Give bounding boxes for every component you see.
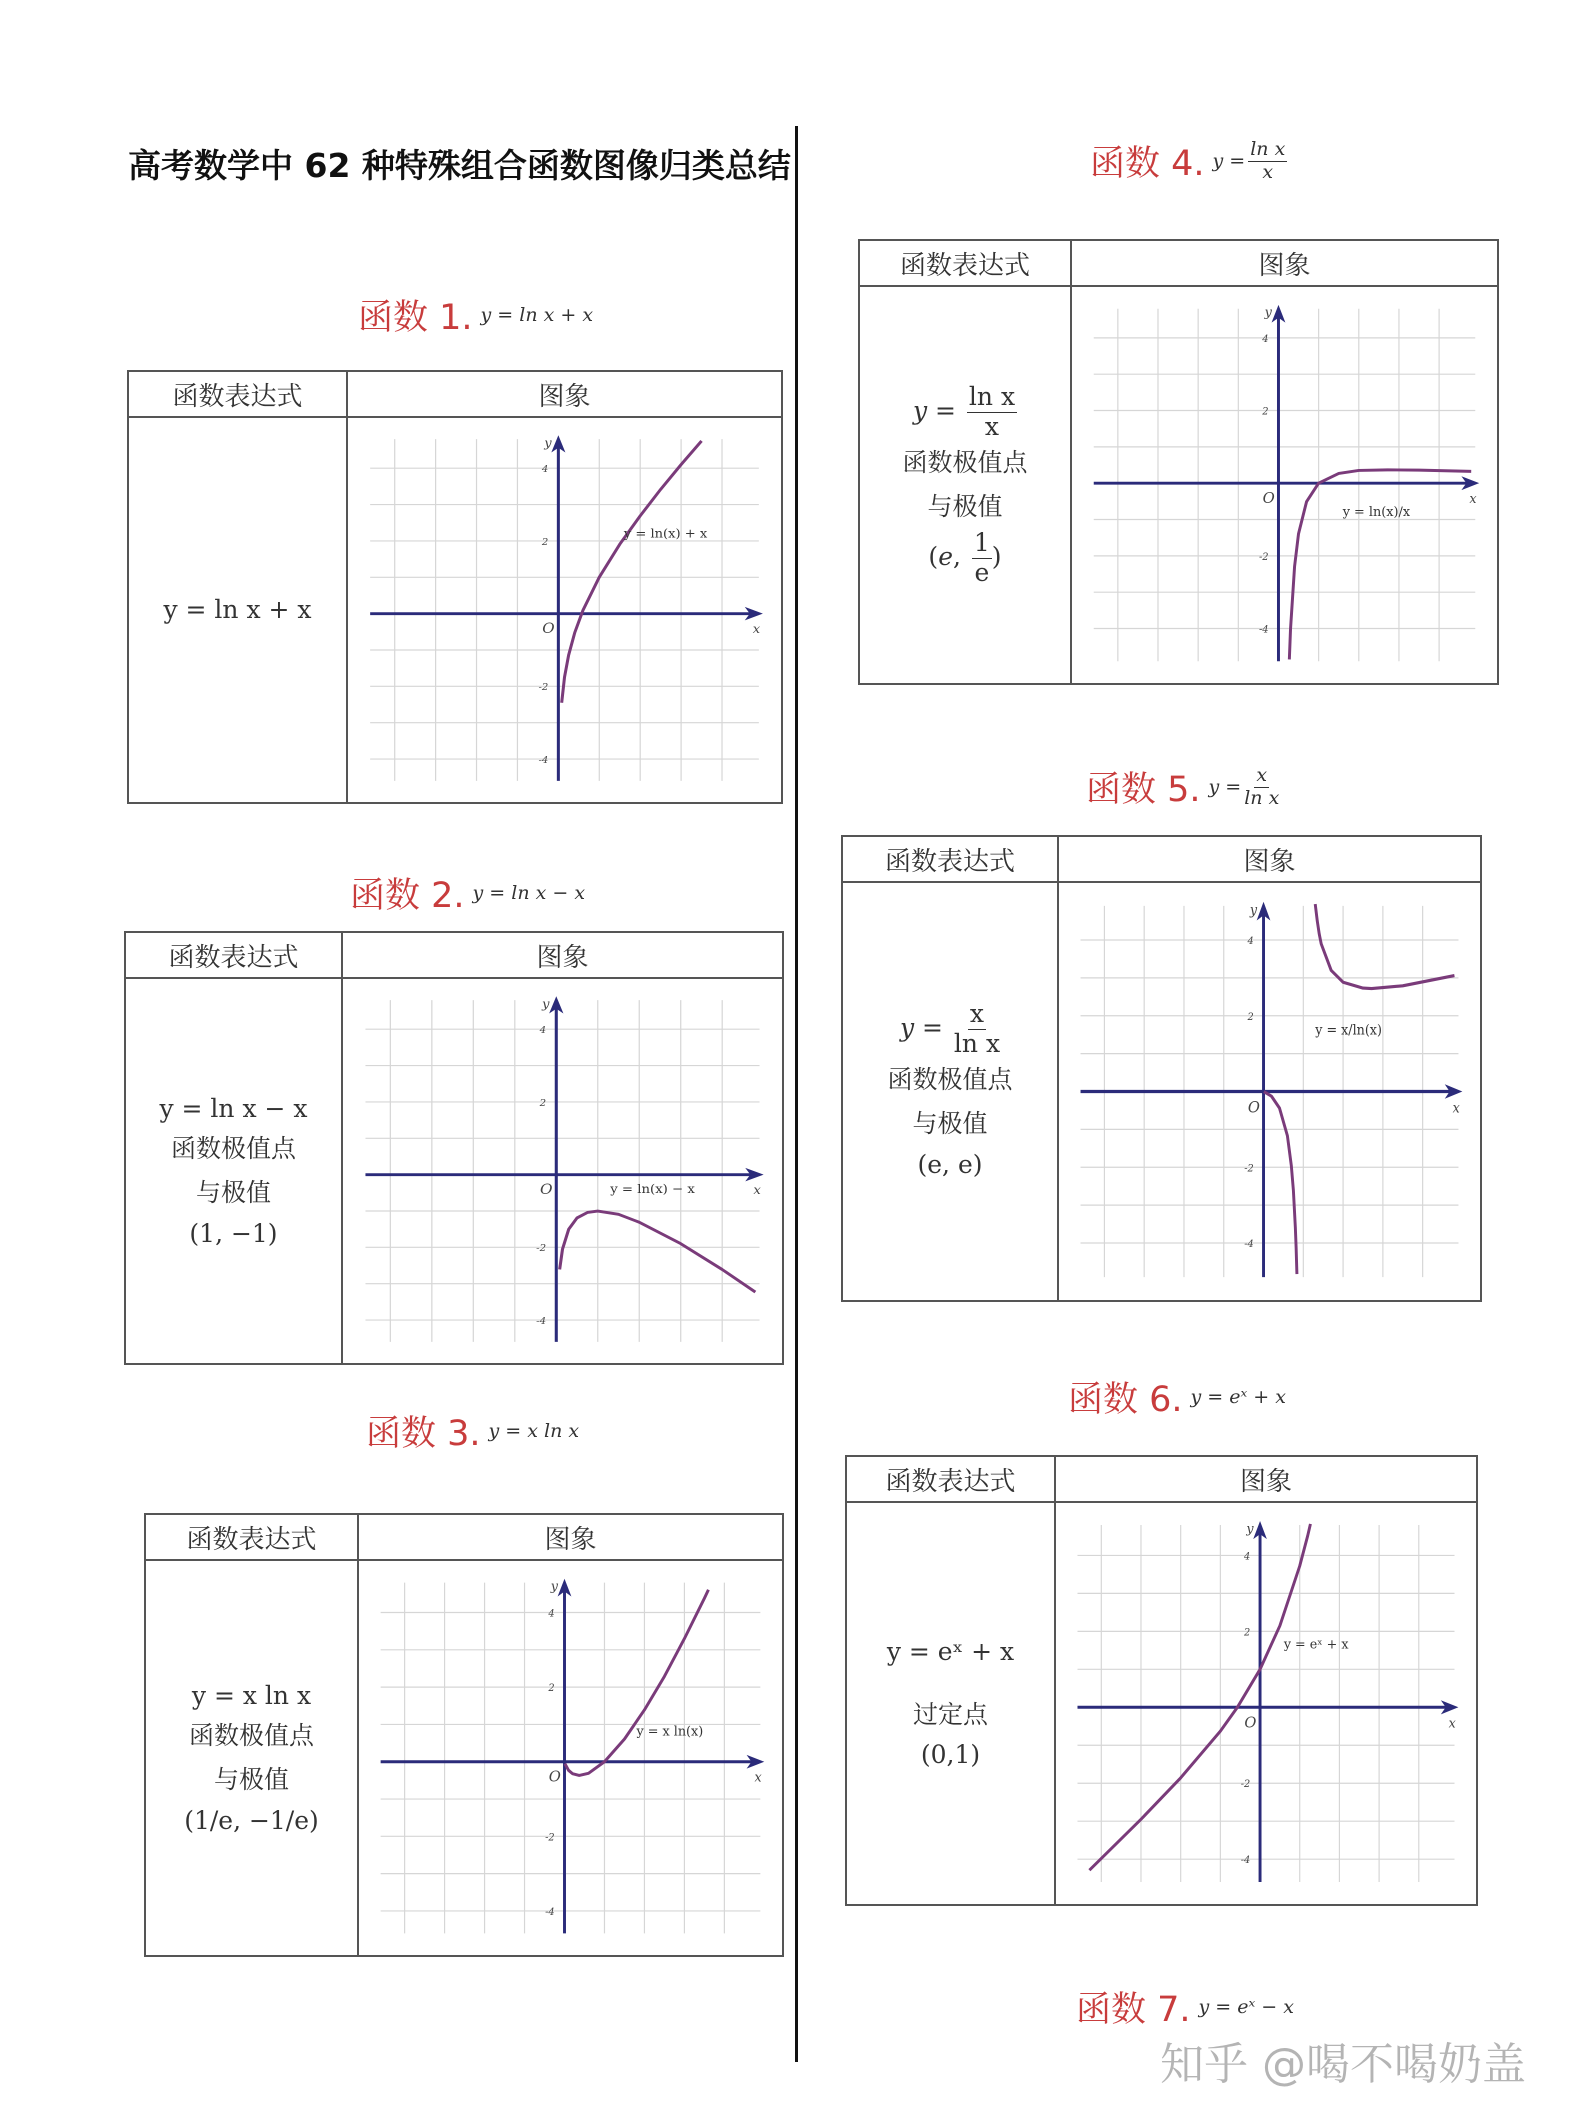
- svg-text:-2: -2: [545, 1832, 555, 1844]
- header-expression: 函数表达式: [128, 371, 347, 417]
- svg-text:2: 2: [541, 536, 549, 548]
- svg-text:y: y: [1264, 305, 1272, 321]
- svg-text:O: O: [548, 1768, 561, 1786]
- svg-text:x: x: [754, 1770, 762, 1786]
- function-4-formula: y = $\frac{\text{ln x}}{x}$: [1212, 137, 1286, 183]
- function-3-table: [144, 1513, 784, 1957]
- header-expression: 函数表达式: [125, 932, 342, 978]
- axes: [365, 996, 763, 1342]
- svg-text:2: 2: [1244, 1627, 1251, 1639]
- expression-denominator: x: [984, 411, 1000, 441]
- function-7-title: [1076, 1982, 1294, 2032]
- expression-cell: [846, 1502, 1055, 1905]
- extremum-point-den: e: [974, 557, 990, 587]
- function-7-formula: y = eˣ − x: [1198, 1996, 1294, 2018]
- curve-label: y = x ln(x): [636, 1724, 704, 1740]
- svg-text:O: O: [1247, 1097, 1260, 1117]
- fixed-point: (0,1): [920, 1740, 981, 1770]
- function-curve: [560, 1211, 756, 1292]
- expression-formula: y = $\frac{x}{\text{ln x}}$: [899, 998, 1001, 1058]
- expression-formula: y = ln x + x: [163, 595, 312, 625]
- graph-cell: [342, 978, 783, 1364]
- extremum-point-x: e: [938, 541, 953, 571]
- svg-text:4: 4: [541, 464, 549, 475]
- grid: [1077, 1525, 1454, 1882]
- svg-text:-4: -4: [545, 1906, 555, 1918]
- header-graph: 图象: [1058, 836, 1481, 882]
- expression-cell: [125, 978, 342, 1364]
- svg-text:x: x: [1469, 491, 1477, 507]
- function-1-table: [127, 370, 783, 804]
- function-4-label: 函数 4.: [1090, 144, 1205, 184]
- svg-text:y: y: [1246, 1521, 1254, 1538]
- svg-text:-4: -4: [1244, 1238, 1254, 1251]
- svg-text:2: 2: [539, 1098, 547, 1109]
- function-6-graph: [1056, 1503, 1476, 1904]
- expression-cell: [842, 882, 1058, 1301]
- expression-formula: y = x ln x: [191, 1680, 312, 1710]
- function-6-label: 函数 6.: [1068, 1380, 1183, 1420]
- svg-text:x: x: [1452, 1101, 1460, 1117]
- extremum-label: 函数极值点: [188, 1721, 314, 1751]
- axes: [1081, 902, 1463, 1277]
- extremum-label: 函数极值点: [170, 1134, 296, 1164]
- svg-text:2: 2: [548, 1683, 555, 1695]
- expression-formula: y = $\frac{\text{ln x}}{x}$: [912, 381, 1016, 441]
- svg-text:4: 4: [1244, 1551, 1251, 1563]
- grid: [365, 1000, 759, 1342]
- extremum-point: (1, −1): [189, 1218, 278, 1248]
- function-3-title: [366, 1406, 579, 1456]
- svg-text:O: O: [542, 620, 555, 637]
- extremum-point: (e, e): [917, 1149, 983, 1179]
- page-title: 高考数学中 62 种特殊组合函数图像归类总结: [128, 146, 791, 185]
- svg-text:O: O: [1262, 489, 1275, 507]
- function-5-label: 函数 5.: [1086, 770, 1201, 810]
- function-4-graph: [1072, 287, 1497, 683]
- curve-label: y = ln(x) − x: [610, 1182, 695, 1197]
- expression-cell: [145, 1560, 358, 1956]
- curve-label: y = eˣ + x: [1283, 1637, 1349, 1653]
- extremum-point: (1/e, −1/e): [184, 1805, 319, 1835]
- svg-text:-2: -2: [536, 1243, 547, 1255]
- watermark: 知乎 @喝不喝奶盖: [1160, 2039, 1526, 2090]
- svg-text:x: x: [752, 622, 761, 637]
- extremum-point-num: 1: [973, 527, 990, 557]
- header-graph: 图象: [1071, 240, 1498, 286]
- graph-cell: [347, 417, 782, 803]
- expression-denominator: ln x: [953, 1028, 1001, 1058]
- function-2-label: 函数 2.: [350, 876, 465, 916]
- svg-text:4: 4: [1247, 935, 1254, 948]
- function-1-title: [358, 290, 593, 340]
- function-2-table: [124, 931, 784, 1365]
- function-curve: [1315, 904, 1454, 989]
- column-divider: [795, 126, 798, 2062]
- svg-text:-4: -4: [1240, 1855, 1251, 1867]
- graph-cell: [1055, 1502, 1477, 1905]
- graph-cell: [358, 1560, 783, 1956]
- svg-text:4: 4: [1262, 333, 1269, 345]
- function-5-title: [1086, 762, 1279, 812]
- function-3-formula: y = x ln x: [488, 1420, 580, 1442]
- svg-text:y: y: [550, 1579, 558, 1595]
- header-graph: 图象: [358, 1514, 783, 1560]
- axes: [370, 435, 763, 781]
- grid: [381, 1583, 761, 1934]
- svg-text:y: y: [1249, 902, 1258, 919]
- function-1-formula: y = ln x + x: [480, 304, 594, 326]
- extremum-label-2: 与极值: [912, 1109, 988, 1138]
- function-curve: [1089, 1521, 1310, 1870]
- axes: [1094, 305, 1479, 661]
- function-3-graph: [359, 1561, 782, 1955]
- function-1-label: 函数 1.: [358, 298, 473, 338]
- header-graph: 图象: [342, 932, 783, 978]
- svg-text:-2: -2: [1244, 1163, 1254, 1175]
- svg-text:-4: -4: [1258, 624, 1269, 636]
- axes: [1077, 1521, 1458, 1882]
- svg-text:O: O: [539, 1180, 553, 1198]
- expression-cell: [128, 417, 347, 803]
- grid: [370, 439, 759, 781]
- svg-text:-2: -2: [538, 682, 549, 694]
- function-curve: [1264, 1092, 1297, 1274]
- header-graph: 图象: [1055, 1456, 1477, 1502]
- function-6-table: [845, 1455, 1478, 1906]
- expression-numerator: x: [969, 998, 985, 1028]
- function-5-graph: [1059, 883, 1480, 1300]
- function-2-graph: [343, 979, 782, 1363]
- curve-label: y = ln(x) + x: [623, 526, 708, 542]
- function-curve: [565, 1590, 709, 1776]
- extremum-label-2: 与极值: [195, 1178, 271, 1207]
- extremum-label: 函数极值点: [887, 1065, 1013, 1095]
- svg-text:x: x: [753, 1183, 761, 1198]
- function-5-formula-num: x: [1256, 763, 1268, 786]
- svg-text:2: 2: [1262, 406, 1269, 418]
- svg-text:2: 2: [1247, 1011, 1254, 1024]
- expression-numerator: ln x: [968, 381, 1016, 411]
- extremum-label-2: 与极值: [927, 492, 1003, 521]
- svg-text:-4: -4: [536, 1316, 547, 1327]
- curve-label: y = ln(x)/x: [1342, 504, 1411, 520]
- grid: [1094, 309, 1476, 661]
- function-2-title: [350, 868, 585, 918]
- function-6-title: [1068, 1372, 1286, 1422]
- graph-cell: [1058, 882, 1481, 1301]
- extremum-label: 函数极值点: [902, 448, 1028, 478]
- function-4-table: [858, 239, 1499, 685]
- axes: [381, 1579, 765, 1934]
- function-5-formula: y = $\frac{x}{\text{ln x}}$: [1208, 763, 1280, 809]
- svg-text:-4: -4: [538, 755, 549, 766]
- function-7-label: 函数 7.: [1076, 1990, 1191, 2030]
- svg-text:-2: -2: [1240, 1779, 1251, 1791]
- curve-label: y = x/ln(x): [1315, 1023, 1382, 1039]
- function-4-formula-den: x: [1262, 160, 1274, 183]
- expression-formula: y = ln x − x: [159, 1093, 308, 1123]
- function-1-graph: [348, 418, 781, 802]
- function-6-formula: y = eˣ + x: [1190, 1386, 1286, 1408]
- header-expression: 函数表达式: [859, 240, 1071, 286]
- function-5-table: [841, 835, 1482, 1302]
- expression-formula: y = eˣ + x: [886, 1637, 1015, 1667]
- svg-text:-2: -2: [1258, 551, 1269, 563]
- header-expression: 函数表达式: [145, 1514, 358, 1560]
- function-5-formula-den: ln x: [1244, 786, 1280, 809]
- expression-cell: [859, 286, 1071, 684]
- svg-text:x: x: [1448, 1716, 1456, 1732]
- svg-text:O: O: [1244, 1714, 1257, 1732]
- svg-text:4: 4: [548, 1608, 555, 1620]
- extremum-label-2: 与极值: [213, 1765, 289, 1794]
- svg-text:y: y: [541, 997, 550, 1012]
- fixed-point-label: 过定点: [912, 1699, 988, 1729]
- function-3-label: 函数 3.: [366, 1414, 481, 1454]
- header-expression: 函数表达式: [846, 1456, 1055, 1502]
- function-4-formula-num: ln x: [1250, 137, 1286, 160]
- graph-cell: [1071, 286, 1498, 684]
- function-4-title: [1090, 136, 1287, 186]
- header-expression: 函数表达式: [842, 836, 1058, 882]
- svg-text:y: y: [544, 436, 552, 451]
- svg-text:4: 4: [539, 1025, 547, 1036]
- header-graph: 图象: [347, 371, 782, 417]
- extremum-point: (e, $\frac{1}{e}$ ): [928, 527, 1002, 587]
- function-2-formula: y = ln x − x: [472, 882, 586, 904]
- function-curve: [1289, 470, 1471, 660]
